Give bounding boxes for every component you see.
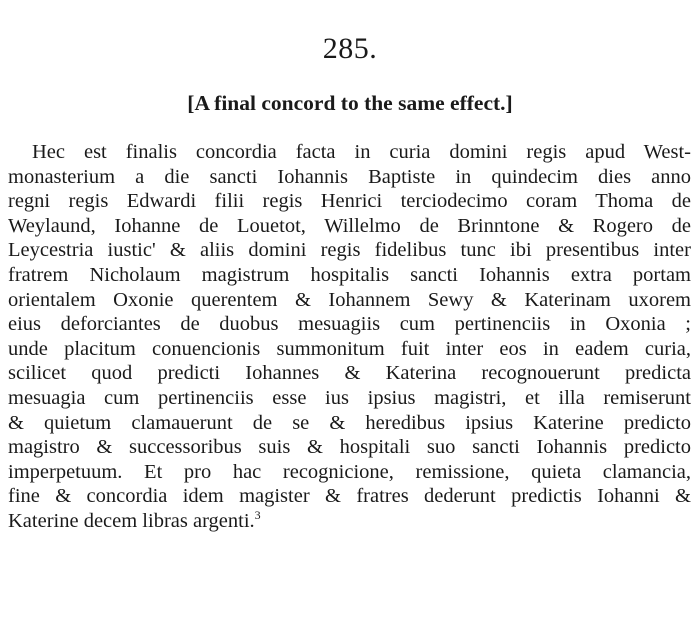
paragraph-line: scilicet quod predicti Iohannes & Katerina recognouerunt predicta <box>8 362 691 385</box>
paragraph-line: Weylaund, Iohanne de Louetot, Willelmo de Brinntone & Rogero de <box>8 214 691 237</box>
paragraph-line: Leycestria iustic' & aliis domini regis fidelibus tunc ibi presentibus inter <box>8 239 691 262</box>
paragraph-line: eius deforciantes de duobus mesuagiis cum pertinenciis in Oxonia ; <box>8 313 691 336</box>
paragraph-line: Hec est finalis concordia facta in curia domini regis apud West- <box>32 141 691 163</box>
paragraph-line: regni regis Edwardi filii regis Henrici terciodecimo coram Thoma de <box>8 190 691 213</box>
paragraph-line: unde placitum conuencionis summonitum fuit inter eos in eadem curia, <box>8 337 691 360</box>
document-number: 285. <box>322 32 378 65</box>
paragraph-line: monasterium a die sancti Iohannis Baptiste in quindecim dies anno <box>8 165 691 188</box>
document-heading: [A final concord to the same effect.] <box>187 91 513 115</box>
paragraph-line: mesuagia cum pertinenciis esse ius ipsius magistri, et illa remiserunt <box>8 386 691 409</box>
paragraph-line-text: Katerine decem libras argenti. <box>8 509 255 532</box>
paragraph-line: imperpetuum. Et pro hac recognicione, remissione, quieta clamancia, <box>8 460 691 483</box>
paragraph-line: fratrem Nicholaum magistrum hospitalis sancti Iohannis extra portam <box>8 263 691 286</box>
paragraph-line: & quietum clamauerunt de se & heredibus ipsius Katerine predicto <box>8 411 691 434</box>
paragraph-line-last <box>8 509 691 534</box>
body-paragraph <box>8 140 691 534</box>
footnote-marker: 3 <box>254 508 261 523</box>
paragraph-line: magistro & successoribus suis & hospitali suo sancti Iohannis predicto <box>8 436 691 459</box>
paragraph-line: orientalem Oxonie querentem & Iohannem Sewy & Katerinam uxorem <box>8 288 691 311</box>
paragraph-line: fine & concordia idem magister & fratres dederunt predictis Iohanni & <box>8 485 691 508</box>
